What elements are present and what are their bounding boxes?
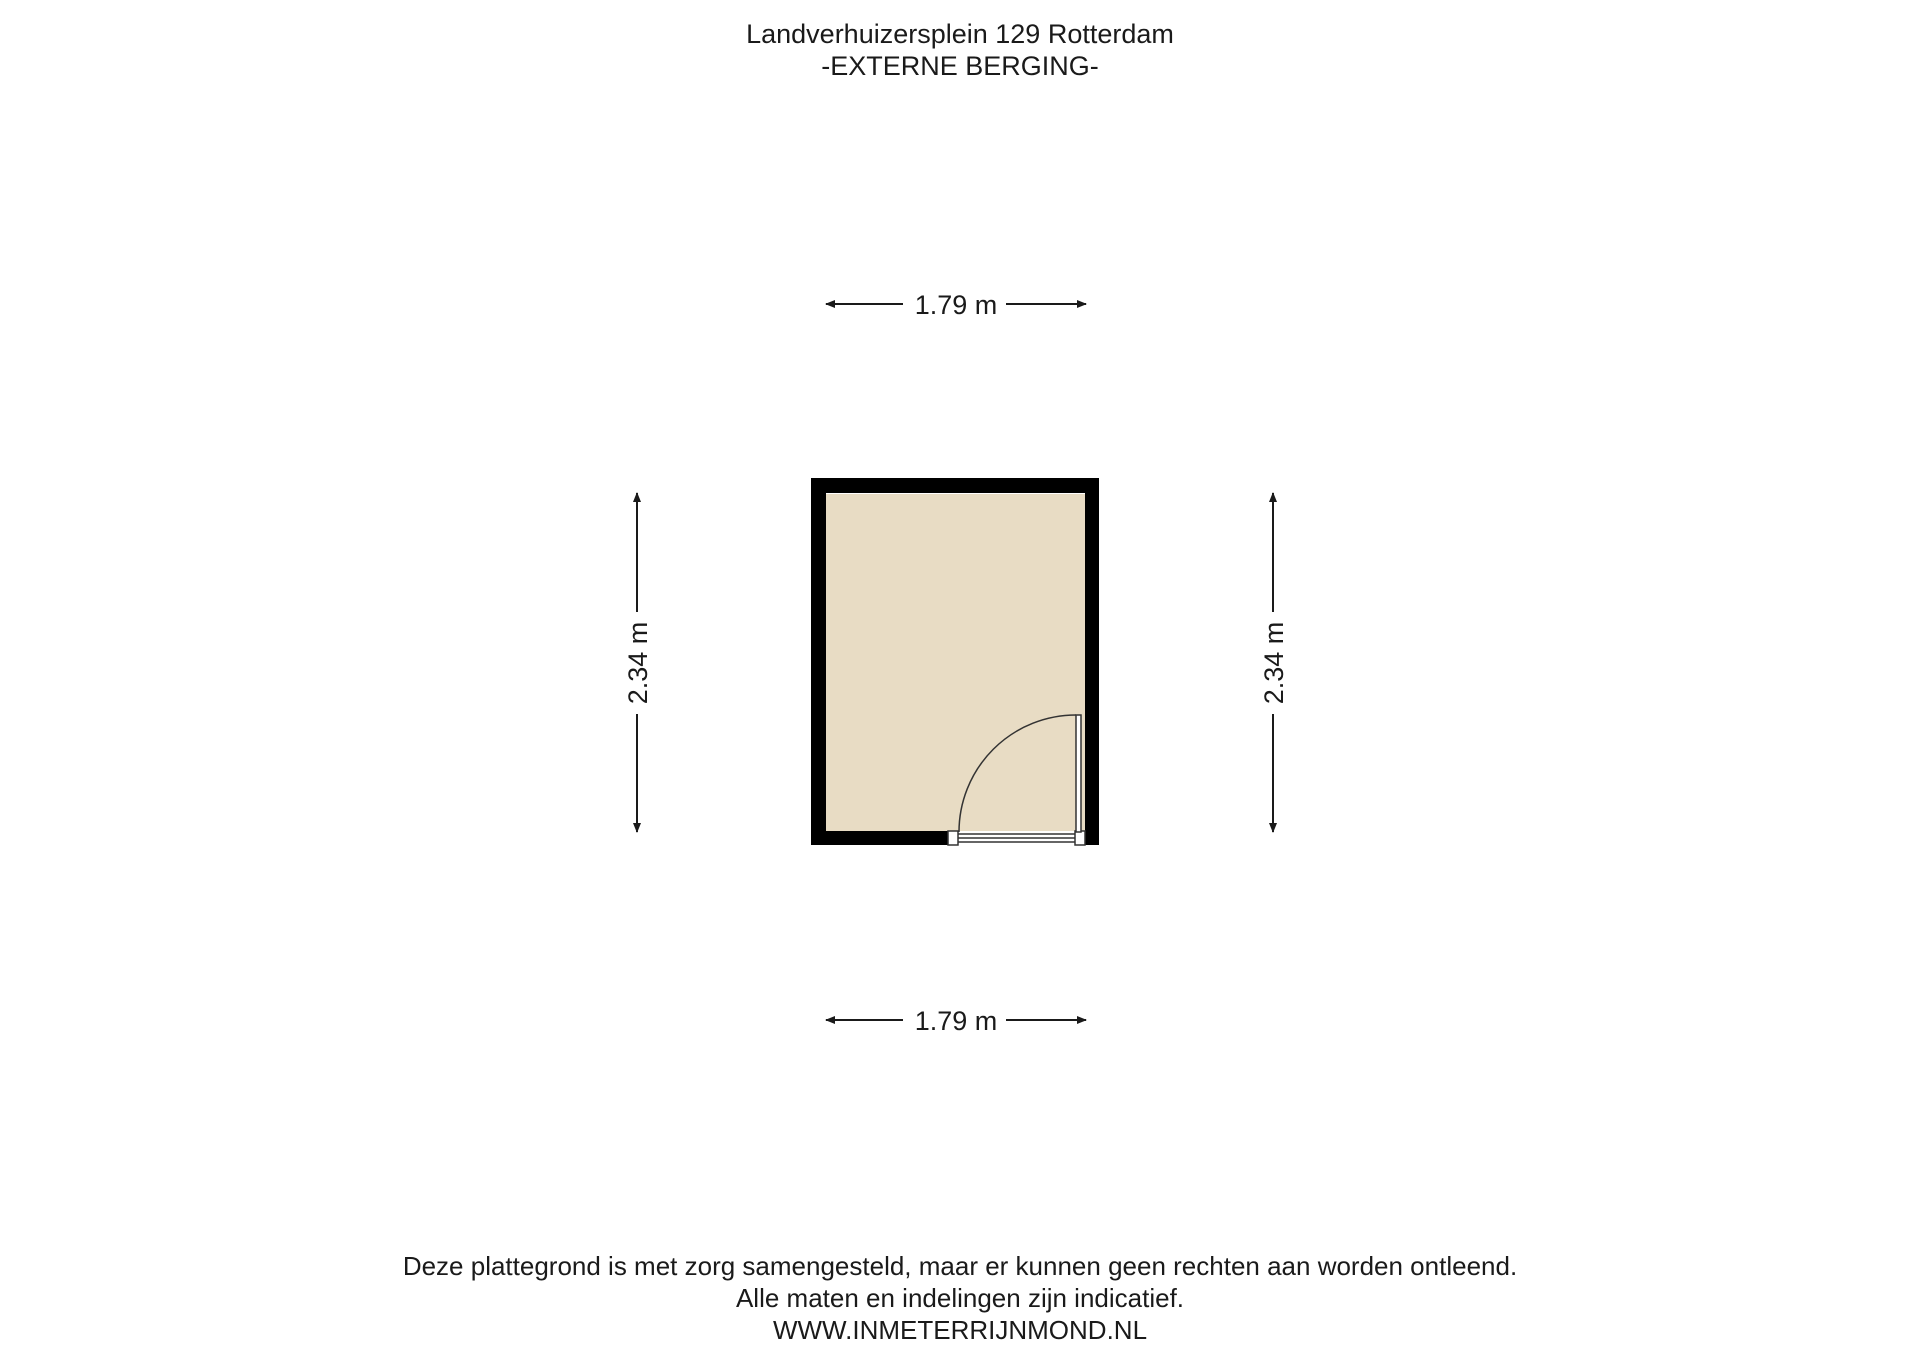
website-text: WWW.INMETERRIJNMOND.NL [772,1315,1148,1345]
door-threshold [948,831,1085,845]
dimension-top [826,290,1086,320]
disclaimer-text: Deze plattegrond is met zorg samengesteld, maar er kunnen geen rechten aan worden ontleend. [402,1251,1518,1281]
indicative-note: Alle maten en indelingen zijn indicatief. [735,1283,1185,1313]
wall-left [811,478,826,845]
wall-top [811,478,1099,493]
storage-room [811,478,1099,845]
dimension-bottom [826,1006,1086,1036]
dimension-left [623,493,653,832]
dimension-right [1259,493,1289,832]
wall-right [1085,478,1099,845]
subtitle: -EXTERNE BERGING- [821,51,1099,81]
dimension-left-label: 2.34 m [623,621,653,705]
wall-bottom [811,831,948,845]
dimension-top-label: 1.79 m [914,290,998,320]
dimension-bottom-label: 1.79 m [914,1006,998,1036]
address-title: Landverhuizersplein 129 Rotterdam [746,19,1174,49]
footer [0,1250,1920,1346]
dimension-right-label: 2.34 m [1259,621,1289,705]
room-floor [825,494,1097,844]
